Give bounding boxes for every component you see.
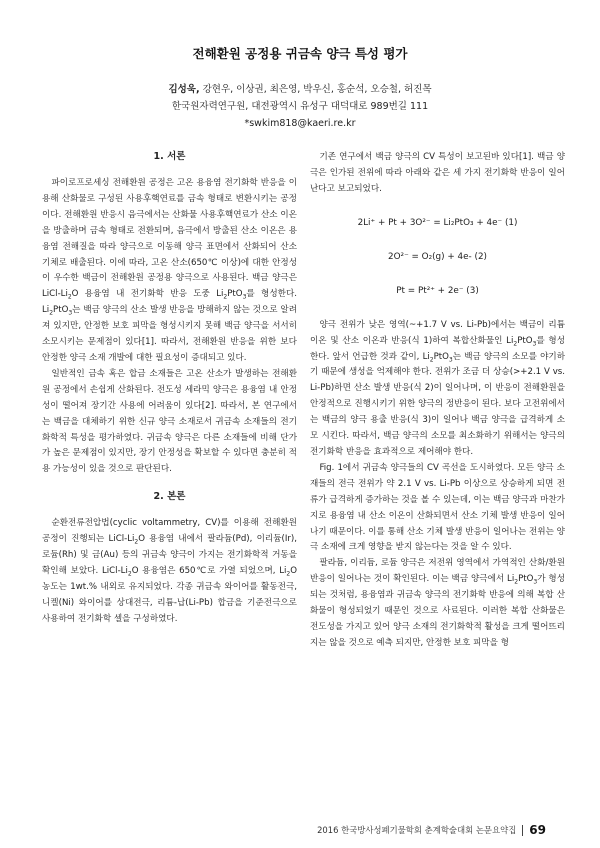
paper-title: 전해환원 공정용 귀금속 양극 특성 평가 — [192, 46, 408, 61]
section-heading-intro: 1. 서론 — [153, 151, 186, 162]
page-footer — [317, 823, 546, 837]
body-paragraph-4: Fig. 1에서 귀금속 양극들의 CV 곡선을 도시하였다. 모든 양극 소재들의 전극 전위가 약 2.1 V vs. Li-Pb 이상으로 상승하게 되면 전류가 급격하게 증가하는 것을 볼 수 있는데, 이는 백금 양극과 마찬가지로 용융염 내 산소 이온이 산화되면서 산소 기체 발생 반응이 일어나기 때문이다. 이를 통해 산소 기체 발생 반응이 일어나는 전위는 양극 소재에 크게 영향을 받지 않는다는 것을 알 수 있다. — [310, 462, 565, 553]
right-column — [310, 150, 565, 652]
intro-paragraph-1: 파이로프로세싱 전해환원 공정은 고온 용융염 전기화학 반응을 이용해 산화물로 구성된 사용후핵연료를 금속 형태로 변환시키는 공정이다. 전해환원 반응시 음극에서는 산화물 사용후핵연료가 산소 이온을 방출하며 금속 형태로 전환되며, 음극에서 방출된 산소 이온은 용융염 전해질을 따라 양극으로 이동해 양극 표면에서 산화되어 산소 기체로 배출된다. 이에 따라, 고온 산소(650℃ 이상)에 대한 안정성이 우수한 백금이 전해환원 공정용 양극으로 사용된다. 백금 양극은 LiCl-$Li_2O$ 용융염 내 전기화학 반응 도중 $Li_2PtO_3$를 형성한다. $Li_2PtO_3$는 백금 양극의 산소 발생 반응을 방해하지 않는 것으로 알려져 있지만, 안정한 보호 피막을 형성시키지 못해 백금 양극을 서서히 소모시키는 문제점이 있다[1]. 따라서, 전해환원 반응을 위한 보다 안정한 양극 소재 개발에 대한 필요성이 증대되고 있다. — [42, 178, 297, 363]
left-column — [42, 150, 297, 628]
body-paragraph-5: 팔라듐, 이리듐, 로듐 양극은 저전위 영역에서 가역적인 산화/환원 반응이 일어나는 것이 확인된다. 이는 백금 양극에서 $Li_2PtO_3$가 형성되는 것처럼, 용융염과 귀금속 양극의 전기화학 반응에 의해 복합 산화물이 형성되었기 때문인 것으로 사료된다. 이러한 복합 산화물은 전도성을 가지고 있어 양극 소재의 전기화학적 활성을 크게 떨어뜨리지는 않을 것으로 예측 되지만, 안정한 보호 피막을 형 — [310, 558, 565, 648]
page-number: 69 — [529, 823, 546, 837]
conference-name: 2016 한국방사성폐기물학회 춘계학술대회 논문요약집 — [317, 825, 517, 835]
email: *swkim818@kaeri.re.kr — [244, 118, 356, 129]
affiliation: 한국원자력연구원, 대전광역시 유성구 대덕대로 989번길 111 — [171, 101, 429, 112]
author-block — [0, 81, 600, 132]
body-paragraph-3: 양극 전위가 낮은 영역(~+1.7 V vs. Li-Pb)에서는 백금이 리튬 이온 및 산소 이온과 반응(식 1)하여 복합산화물인 $Li_2PtO_3$를 형성한다. 앞서 언급한 것과 같이, $Li_2PtO_3$는 백금 양극의 소모를 야기하기 때문에 생성을 억제해야 한다. 전위가 조금 더 상승(>+2.1 V vs. Li-Pb)하면 산소 발생 반응(식 2)이 일어나며, 이 반응이 전해환원을 안정적으로 진행시키기 위한 양극의 정반응이 된다. 보다 고전위에서는 백금의 양극 용출 반응(식 3)이 일어나 백금 양극을 급격하게 소모 시킨다. 따라서, 백금 양극의 소모를 최소화하기 위해서는 양극의 전기화학 반응을 효과적으로 제어해야 한다. — [310, 319, 566, 457]
equation-3: Pt = Pt²⁺ + 2e⁻ (3) — [396, 285, 479, 296]
body-paragraph-1: 순환전류전압법(cyclic voltammetry, CV)를 이용해 전해환원 공정이 진행되는 LiCl-$Li_2O$ 용융염 내에서 팔라듐(Pd), 이리듐(Ir), 로듐(Rh) 및 금(Au) 등의 귀금속 양극이 가지는 전기화학적 거동을 확인해 보았다. LiCl-$Li_2O$ 용융염은 650℃로 가열 되었으며, $Li_2O$ 농도는 1wt.% 내외로 유지되었다. 각종 귀금속 와이어를 활동전극, 니켈(Ni) 와이어를 상대전극, 리튬-납(Li-Pb) 합금을 기준전극으로 사용하여 전기화학 셀을 구성하였다. — [42, 518, 297, 624]
equation-2: 2O²⁻ = O₂(g) + 4e- (2) — [388, 251, 487, 262]
section-heading-body: 2. 본론 — [153, 491, 186, 503]
co-authors: 강현우, 이상권, 최은영, 박우신, 홍순석, 오승철, 허진목 — [199, 84, 432, 95]
author-list — [0, 81, 600, 98]
corresponding-author: 김성욱, — [168, 84, 200, 95]
equation-1: 2Li⁺ + Pt + 3O²⁻ = Li₂PtO₃ + 4e⁻ (1) — [357, 217, 518, 228]
body-paragraph-2: 기존 연구에서 백금 양극의 CV 특성이 보고된바 있다[1]. 백금 양극은 인가된 전위에 따라 아래와 같은 세 가지 전기화학 반응이 일어난다고 보고되었다. — [310, 152, 565, 194]
footer-divider — [522, 825, 523, 836]
intro-paragraph-2: 일반적인 금속 혹은 합금 소재들은 고온 산소가 발생하는 전해환원 공정에서 손쉽게 산화된다. 전도성 세라믹 양극은 용융염 내 안정성이 떨어져 장기간 사용에 어려움이 있다[2]. 따라서, 본 연구에서는 백금을 대체하기 위한 신규 양극 소재로서 귀금속 소재들의 전기화학적 특성을 평가하였다. 귀금속 양극은 다른 소재들에 비해 단가가 높은 문제점이 있지만, 장기 안정성을 확보할 수 있다면 충분히 적용 가능성이 있을 것으로 판단된다. — [42, 368, 297, 475]
